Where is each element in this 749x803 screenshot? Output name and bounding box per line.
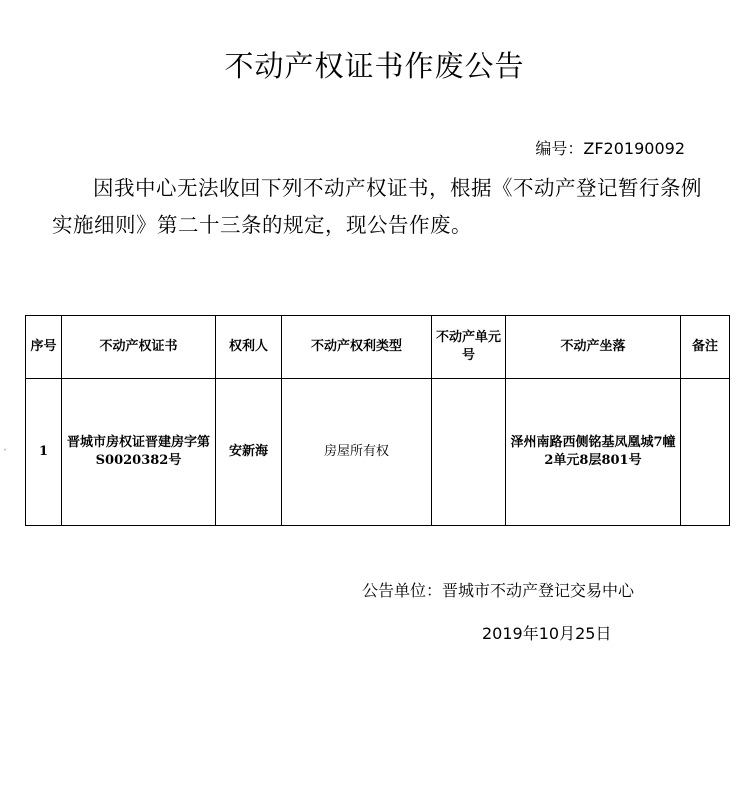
header-unit-no: 不动产单元号: [432, 316, 506, 379]
table-row: [26, 379, 730, 526]
cell-remark: [681, 379, 730, 526]
header-right-type: 不动产权利类型: [282, 316, 432, 379]
header-remark: 备注: [681, 316, 730, 379]
edge-mark: ˅: [3, 448, 7, 457]
cell-unit-no: [432, 379, 506, 526]
header-holder: 权利人: [216, 316, 282, 379]
header-cert: 不动产权证书: [62, 316, 216, 379]
table-header-row: [26, 316, 730, 379]
header-location: 不动产坐落: [506, 316, 681, 379]
cell-cert: 晋城市房权证晋建房字第S0020382号: [62, 379, 216, 526]
document-number: 编号：ZF20190092: [535, 139, 685, 158]
cell-seq: 1: [26, 379, 62, 526]
header-seq: 序号: [26, 316, 62, 379]
footer-date: 2019年10月25日: [482, 624, 612, 643]
page-title: 不动产权证书作废公告: [224, 49, 525, 83]
cell-holder: 安新海: [216, 379, 282, 526]
notice-paragraph: 因我中心无法收回下列不动产权证书，根据《不动产登记暂行条例实施细则》第二十三条的规定，现公告作废。: [52, 176, 702, 237]
notice-table: [25, 315, 730, 526]
cell-location: 泽州南路西侧铭基凤凰城7幢2单元8层801号: [506, 379, 681, 526]
cell-right-type: 房屋所有权: [282, 379, 432, 526]
footer-unit: 公告单位：晋城市不动产登记交易中心: [362, 581, 635, 600]
